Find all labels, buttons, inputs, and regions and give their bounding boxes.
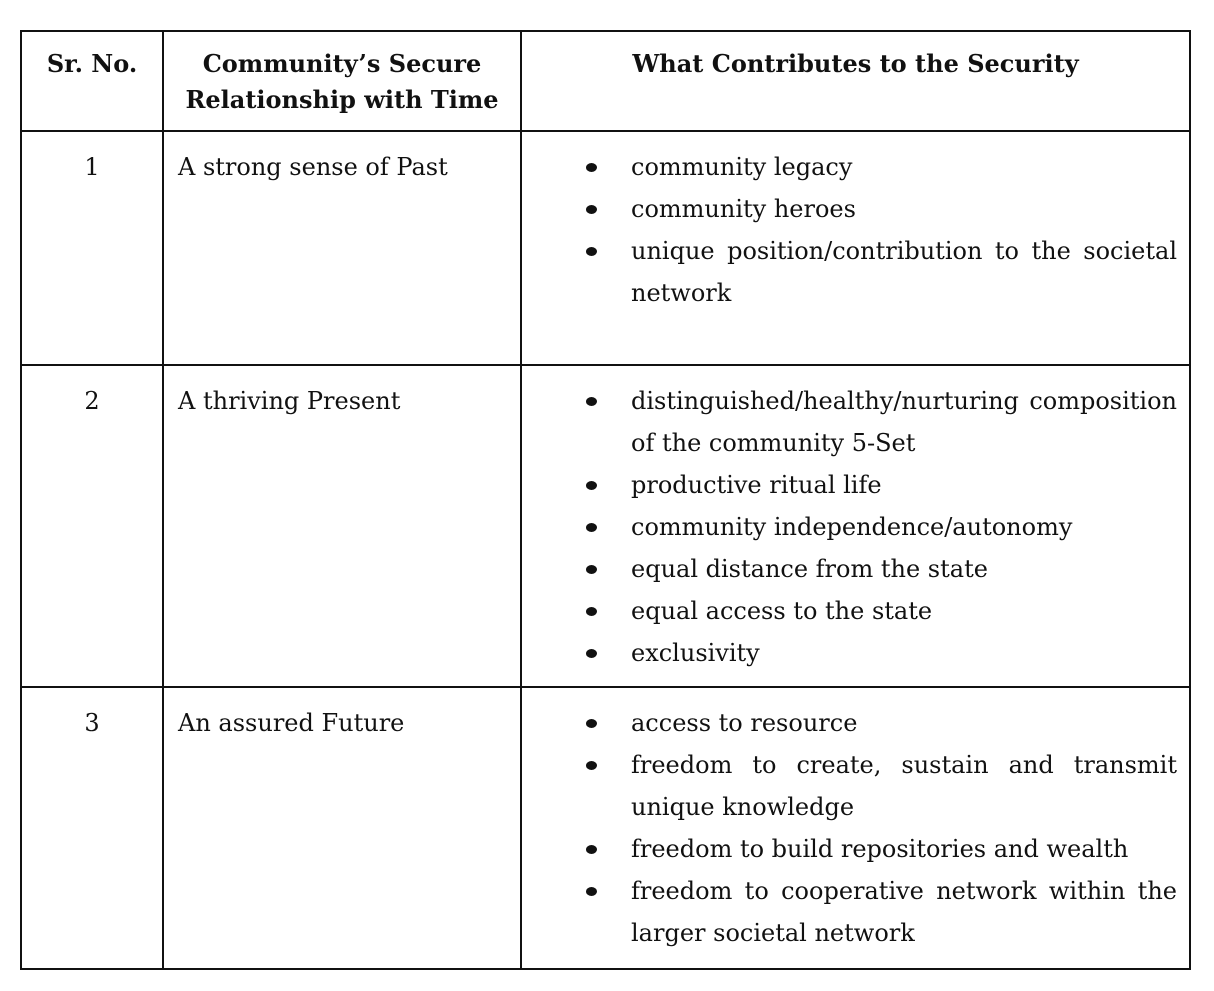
bullet-icon [586, 163, 597, 172]
bullet-icon [586, 565, 597, 574]
list-item [522, 870, 1177, 954]
bullet-icon [586, 887, 597, 896]
security-table [20, 30, 1191, 970]
header-contributes: What Contributes to the Security [521, 31, 1190, 131]
table-row [21, 131, 1190, 365]
sr-no-cell: 2 [21, 365, 163, 687]
list-item-text: exclusivity [631, 639, 760, 667]
list-item [522, 230, 1177, 314]
bullet-icon [586, 247, 597, 256]
list-item-text: freedom to cooperative network within the larger societal network [631, 877, 1177, 947]
list-item [522, 744, 1177, 828]
bullet-icon [586, 845, 597, 854]
list-item-text: unique position/contribution to the societal network [631, 237, 1177, 307]
list-item [522, 828, 1177, 870]
relationship-cell: An assured Future [163, 687, 521, 969]
bullet-list [522, 702, 1177, 954]
bullet-icon [586, 607, 597, 616]
bullet-icon [586, 761, 597, 770]
list-item-text: distinguished/healthy/nurturing composition of the community 5-Set [631, 387, 1177, 457]
bullet-list [522, 146, 1177, 314]
bullet-icon [586, 649, 597, 658]
bullet-icon [586, 397, 597, 406]
list-item [522, 632, 1177, 674]
bullet-icon [586, 523, 597, 532]
bullet-icon [586, 719, 597, 728]
list-item [522, 464, 1177, 506]
table-row [21, 687, 1190, 969]
relationship-cell: A strong sense of Past [163, 131, 521, 365]
list-item [522, 146, 1177, 188]
header-sr-no: Sr. No. [21, 31, 163, 131]
list-item [522, 188, 1177, 230]
list-item-text: equal access to the state [631, 597, 933, 625]
list-item-text: freedom to build repositories and wealth [631, 835, 1129, 863]
list-item-text: equal distance from the state [631, 555, 988, 583]
list-item-text: community legacy [631, 153, 853, 181]
bullet-list [522, 380, 1177, 674]
contributes-cell [521, 365, 1190, 687]
sr-no-cell: 3 [21, 687, 163, 969]
table-header-row [21, 31, 1190, 131]
list-item [522, 702, 1177, 744]
list-item [522, 590, 1177, 632]
bullet-icon [586, 481, 597, 490]
list-item-text: community independence/autonomy [631, 513, 1073, 541]
table-row [21, 365, 1190, 687]
list-item [522, 506, 1177, 548]
contributes-cell [521, 131, 1190, 365]
header-relationship: Community’s Secure Relationship with Time [163, 31, 521, 131]
contributes-cell [521, 687, 1190, 969]
relationship-cell: A thriving Present [163, 365, 521, 687]
list-item-text: community heroes [631, 195, 856, 223]
list-item-text: freedom to create, sustain and transmit unique knowledge [631, 751, 1177, 821]
list-item-text: productive ritual life [631, 471, 882, 499]
list-item [522, 380, 1177, 464]
list-item [522, 548, 1177, 590]
list-item-text: access to resource [631, 709, 858, 737]
bullet-icon [586, 205, 597, 214]
sr-no-cell: 1 [21, 131, 163, 365]
